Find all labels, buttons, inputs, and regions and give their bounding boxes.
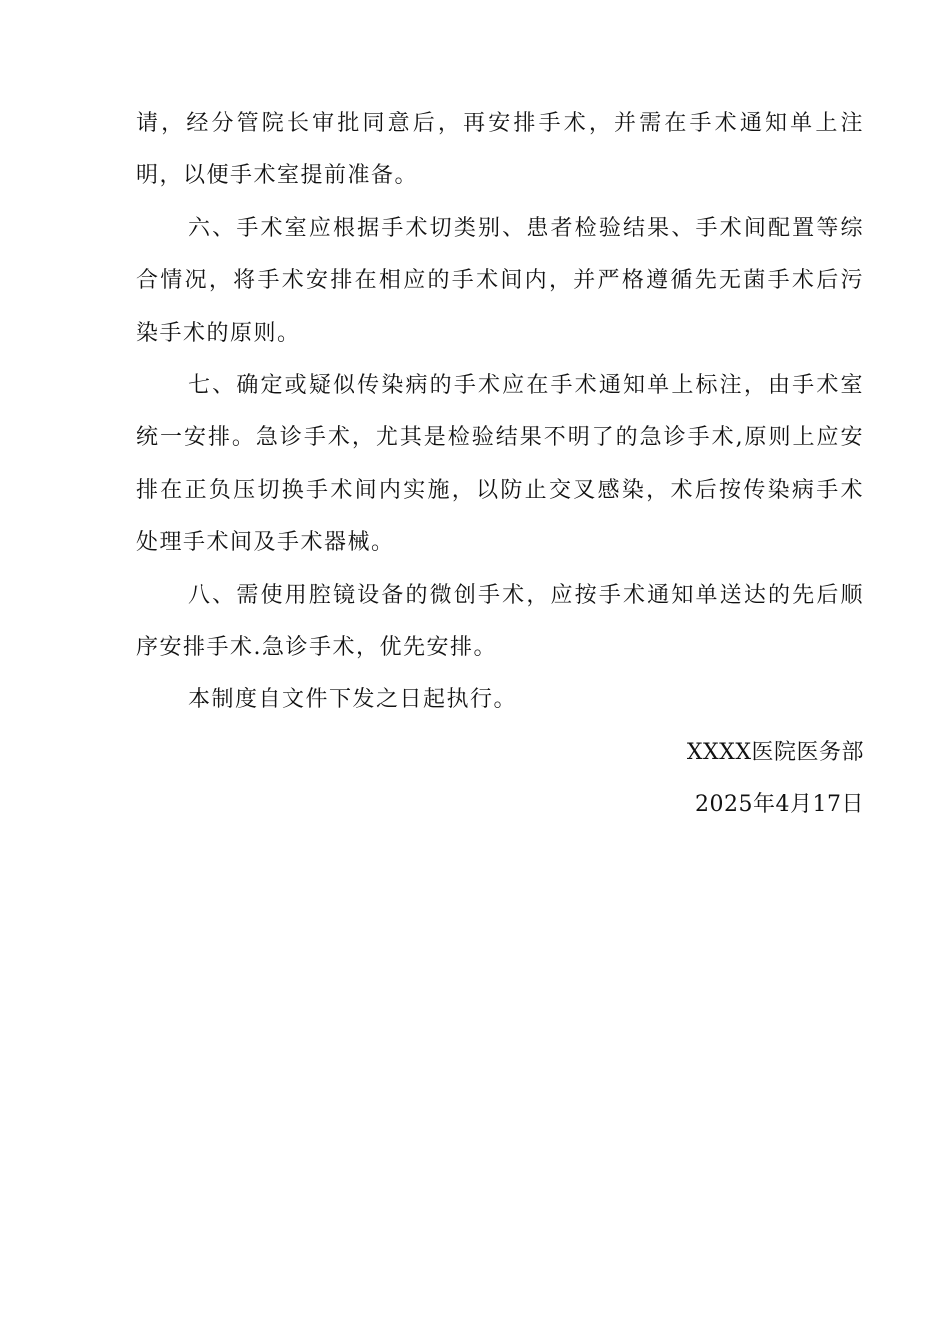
paragraph-item-eight: 八、需使用腔镜设备的微创手术，应按手术通知单送达的先后顺序安排手术.急诊手术，优先安排。 xyxy=(136,582,864,661)
paragraph-item-six: 六、手术室应根据手术切类别、患者检验结果、手术间配置等综合情况，将手术安排在相应的手术间内，并严格遵循先无菌手术后污染手术的原则。 xyxy=(136,215,864,346)
issuing-organization: XXXX医院医务部 xyxy=(686,739,864,765)
signature-block xyxy=(136,727,864,832)
document-body xyxy=(136,98,864,832)
paragraph-continuation: 请，经分管院长审批同意后，再安排手术，并需在手术通知单上注明，以便手术室提前准备。 xyxy=(136,111,864,189)
issue-date: 2025年4月17日 xyxy=(695,792,864,818)
paragraph-effective-statement: 本制度自文件下发之日起执行。 xyxy=(188,687,518,713)
paragraph-item-seven: 七、确定或疑似传染病的手术应在手术通知单上标注，由手术室统一安排。急诊手术，尤其是检验结果不明了的急诊手术,原则上应安排在正负压切换手术间内实施，以防止交叉感染，术后按传染病手术处理手术间及手术器械。 xyxy=(136,373,864,556)
